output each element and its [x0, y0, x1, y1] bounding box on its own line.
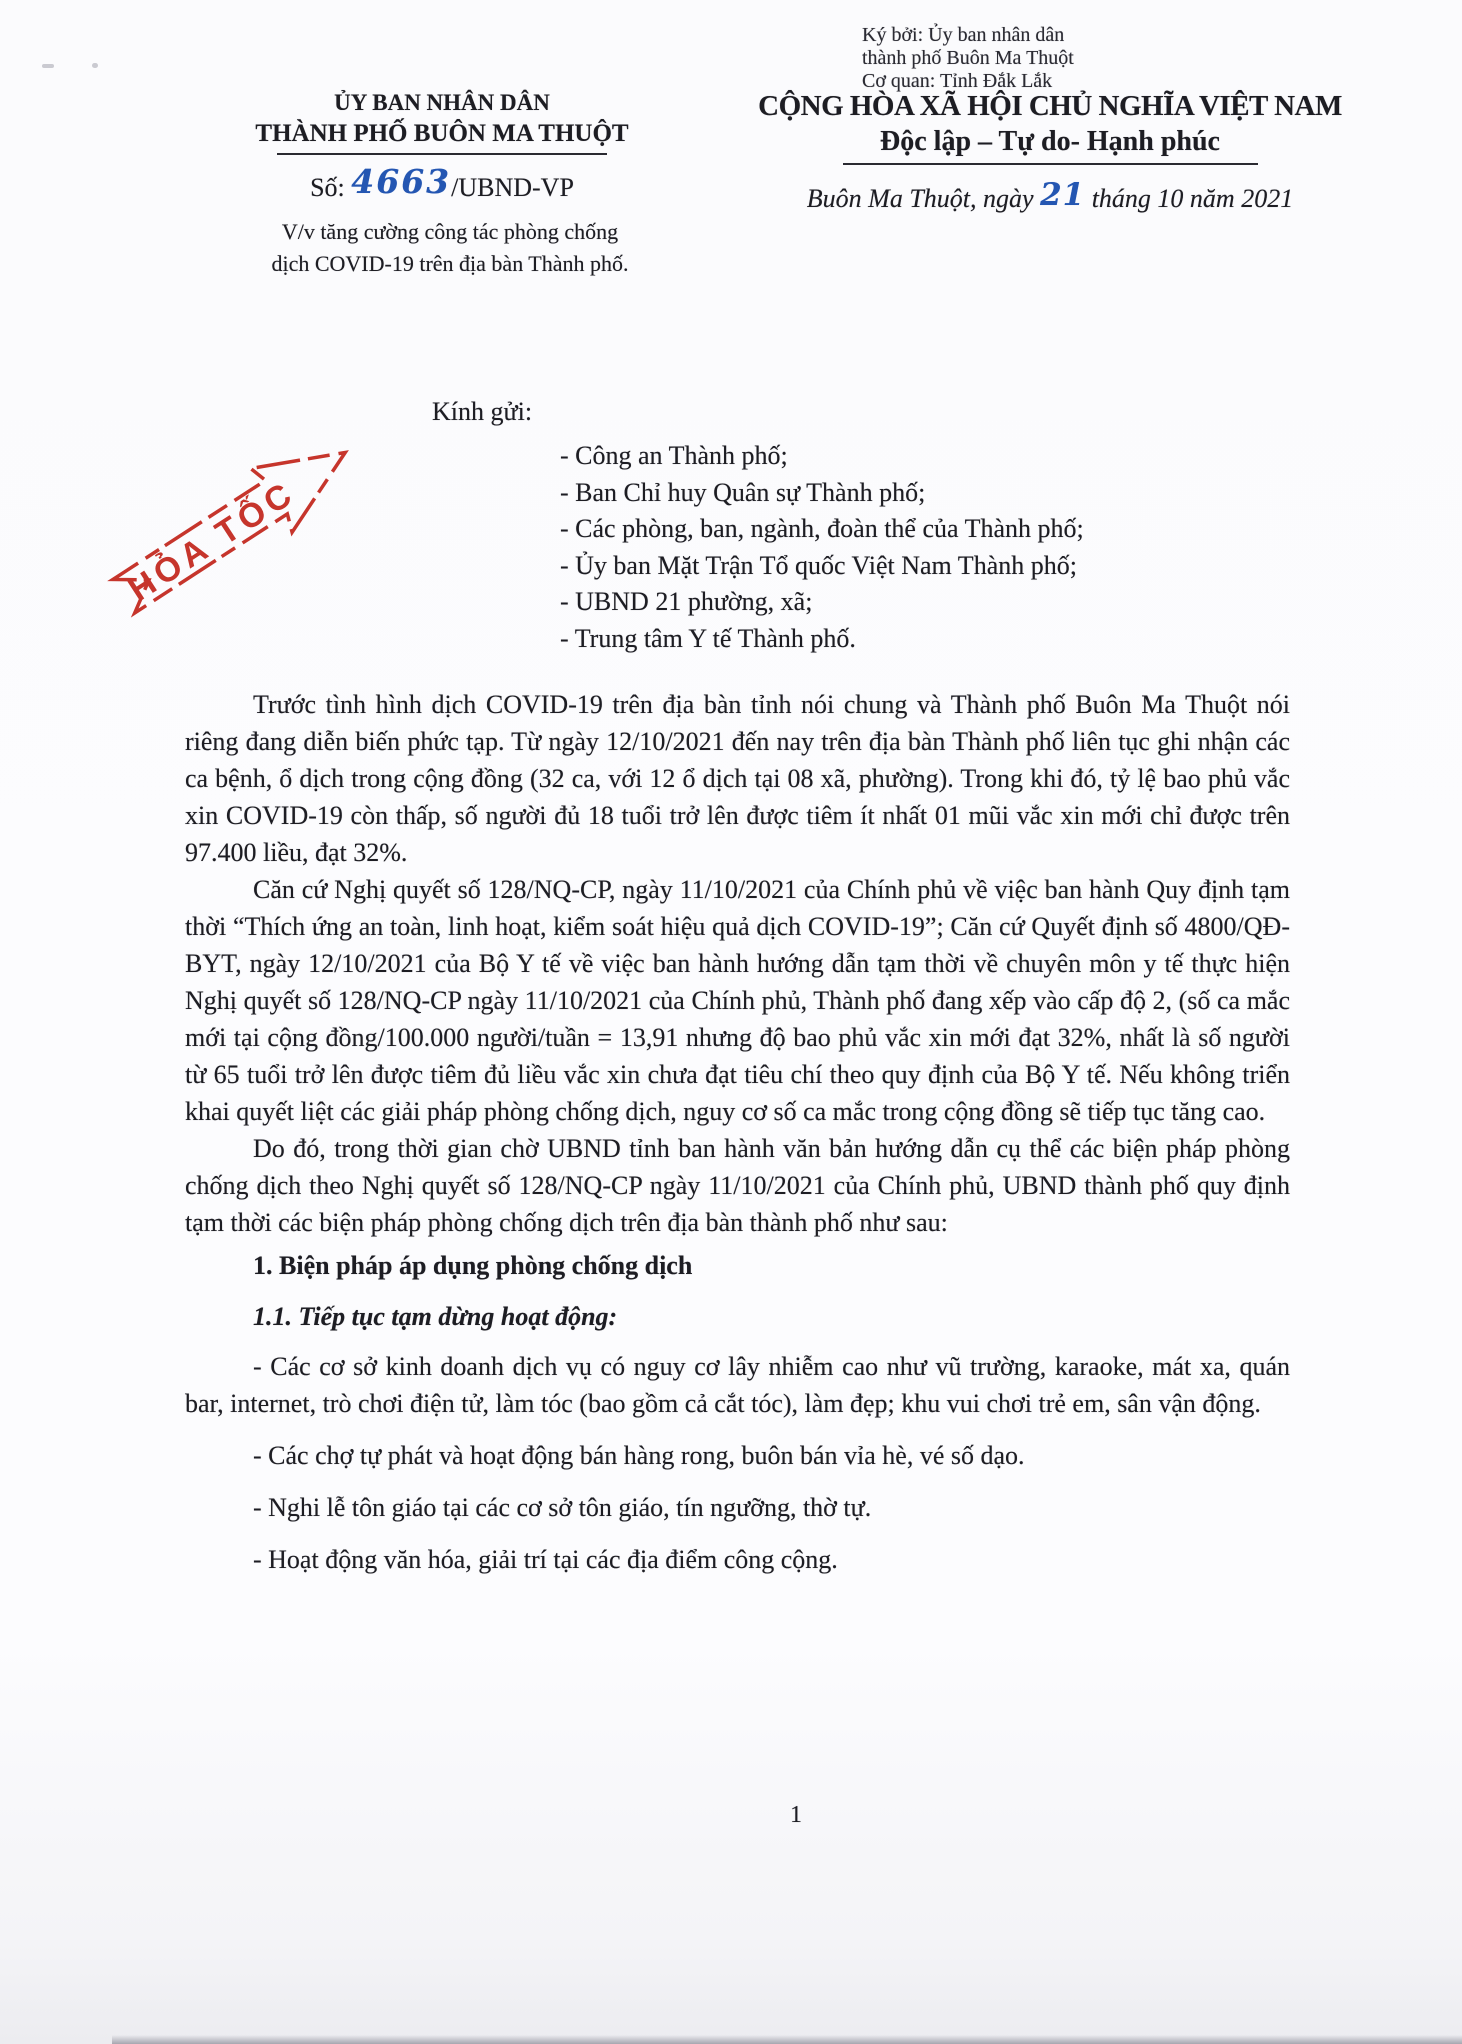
bullet-item: - Các chợ tự phát và hoạt động bán hàng rong, buôn bán vỉa hè, vé số dạo. [253, 1441, 1025, 1470]
signature-note-line: thành phố Buôn Ma Thuột [862, 47, 1074, 69]
digital-signature-note [862, 24, 1074, 93]
agency-name-line1: ỦY BAN NHÂN DÂN [334, 90, 550, 115]
recipient-item: - Công an Thành phố; [560, 441, 788, 470]
document-number-line [217, 162, 667, 204]
salutation: Kính gửi: [432, 397, 533, 426]
document-number-suffix: /UBND-VP [451, 173, 574, 202]
page-number: 1 [790, 1802, 802, 1828]
agency-name-line2: THÀNH PHỐ BUÔN MA THUỘT [255, 120, 629, 147]
body-paragraph: Do đó, trong thời gian chờ UBND tỉnh ban hành văn bản hướng dẫn cụ thể các biện pháp phòng chống dịch theo Nghị quyết số 128/NQ-CP ngày 11/10/2021 của Chính phủ, UBND thành phố quy định tạm thời các biện pháp phòng chống dịch trên địa bàn thành phố như sau: [185, 1134, 1290, 1237]
date-day-handwritten: 21 [1040, 177, 1086, 213]
recipient-list [560, 438, 1084, 658]
body-paragraph: Trước tình hình dịch COVID-19 trên địa bàn tỉnh nói chung và Thành phố Buôn Ma Thuột nói riêng đang diễn biến phức tạp. Từ ngày 12/10/2021 đến nay trên địa bàn Thành phố liên tục ghi nhận các ca bệnh, ổ dịch trong cộng đồng (32 ca, với 12 ổ dịch tại 08 xã, phường). Trong khi đó, tỷ lệ bao phủ vắc xin COVID-19 còn thấp, số người đủ 18 tuổi trở lên được tiêm ít nhất 01 mũi vắc xin mới chỉ được trên 97.400 liều, đạt 32%. [185, 690, 1290, 867]
recipient-item: - UBND 21 phường, xã; [560, 587, 813, 617]
national-header-line2: Độc lập – Tự do- Hạnh phúc [880, 126, 1220, 157]
recipient-item: - Ban Chỉ huy Quân sự Thành phố; [560, 477, 926, 507]
place-date-line [740, 179, 1360, 215]
national-header-rule [843, 163, 1258, 165]
date-suffix: tháng 10 năm 2021 [1085, 184, 1294, 213]
subject-line1: V/v tăng cường công tác phòng chống [281, 219, 619, 244]
signature-note-line: Cơ quan: Tỉnh Đắk Lắk [862, 70, 1053, 92]
bullet-item: - Nghi lễ tôn giáo tại các cơ sở tôn giáo, tín ngưỡng, thờ tự. [253, 1493, 872, 1522]
national-motto-header [740, 90, 1360, 215]
subject-line [215, 216, 685, 280]
agency-header-rule [277, 153, 607, 155]
urgent-stamp [72, 398, 392, 658]
bullet-item: - Hoạt động văn hóa, giải trí tại các địa điểm công cộng. [253, 1545, 838, 1574]
document-number-handwritten: 4663 [351, 162, 452, 201]
subsection-heading: 1.1. Tiếp tục tạm dừng hoạt động: [253, 1302, 618, 1331]
recipient-item: - Ủy ban Mặt Trận Tổ quốc Việt Nam Thành phố; [560, 550, 1077, 580]
scan-bottom-edge [112, 2035, 1462, 2044]
document-body [185, 686, 1290, 1578]
date-prefix: Buôn Ma Thuột, ngày [806, 184, 1041, 213]
issuing-agency-header [217, 90, 667, 204]
subject-line2: dịch COVID-19 trên địa bàn Thành phố. [271, 251, 629, 276]
national-header-line1: CỘNG HÒA XÃ HỘI CHỦ NGHĨA VIỆT NAM [758, 90, 1342, 122]
section-heading: 1. Biện pháp áp dụng phòng chống dịch [253, 1251, 693, 1280]
signature-note-line: Ký bởi: Ủy ban nhân dân [862, 24, 1065, 46]
document-number-prefix: Số: [310, 173, 352, 202]
stamp-label: HỎA TỐC [121, 473, 303, 610]
bullet-item: - Các cơ sở kinh doanh dịch vụ có nguy cơ lây nhiễm cao như vũ trường, karaoke, mát xa, quán bar, internet, trò chơi điện tử, làm tóc (bao gồm cả cắt tóc), làm đẹp; khu vui chơi trẻ em, sân vận động. [185, 1352, 1290, 1418]
body-paragraph: Căn cứ Nghị quyết số 128/NQ-CP, ngày 11/10/2021 của Chính phủ về việc ban hành Quy định tạm thời “Thích ứng an toàn, linh hoạt, kiểm soát hiệu quả dịch COVID-19”; Căn cứ Quyết định số 4800/QĐ-BYT, ngày 12/10/2021 của Bộ Y tế về việc ban hành hướng dẫn tạm thời về chuyên môn y tế thực hiện Nghị quyết số 128/NQ-CP ngày 11/10/2021 của Chính phủ, Thành phố đang xếp vào cấp độ 2, (số ca mắc mới tại cộng đồng/100.000 người/tuần = 13,91 nhưng độ bao phủ vắc xin mới đạt 32%, nhất là số người từ 65 tuổi trở lên được tiêm đủ liều vắc xin chưa đạt tiêu chí theo quy định của Bộ Y tế. Nếu không triển khai quyết liệt các giải pháp phòng chống dịch, nguy cơ số ca mắc trong cộng đồng sẽ tiếp tục tăng cao. [185, 875, 1290, 1126]
scan-artifact [92, 63, 98, 68]
scan-artifact [42, 64, 54, 68]
recipient-item: - Các phòng, ban, ngành, đoàn thể của Thành phố; [560, 514, 1084, 544]
recipient-item: - Trung tâm Y tế Thành phố. [560, 623, 856, 653]
hoa-toc-arrow-stamp-icon [72, 398, 392, 658]
